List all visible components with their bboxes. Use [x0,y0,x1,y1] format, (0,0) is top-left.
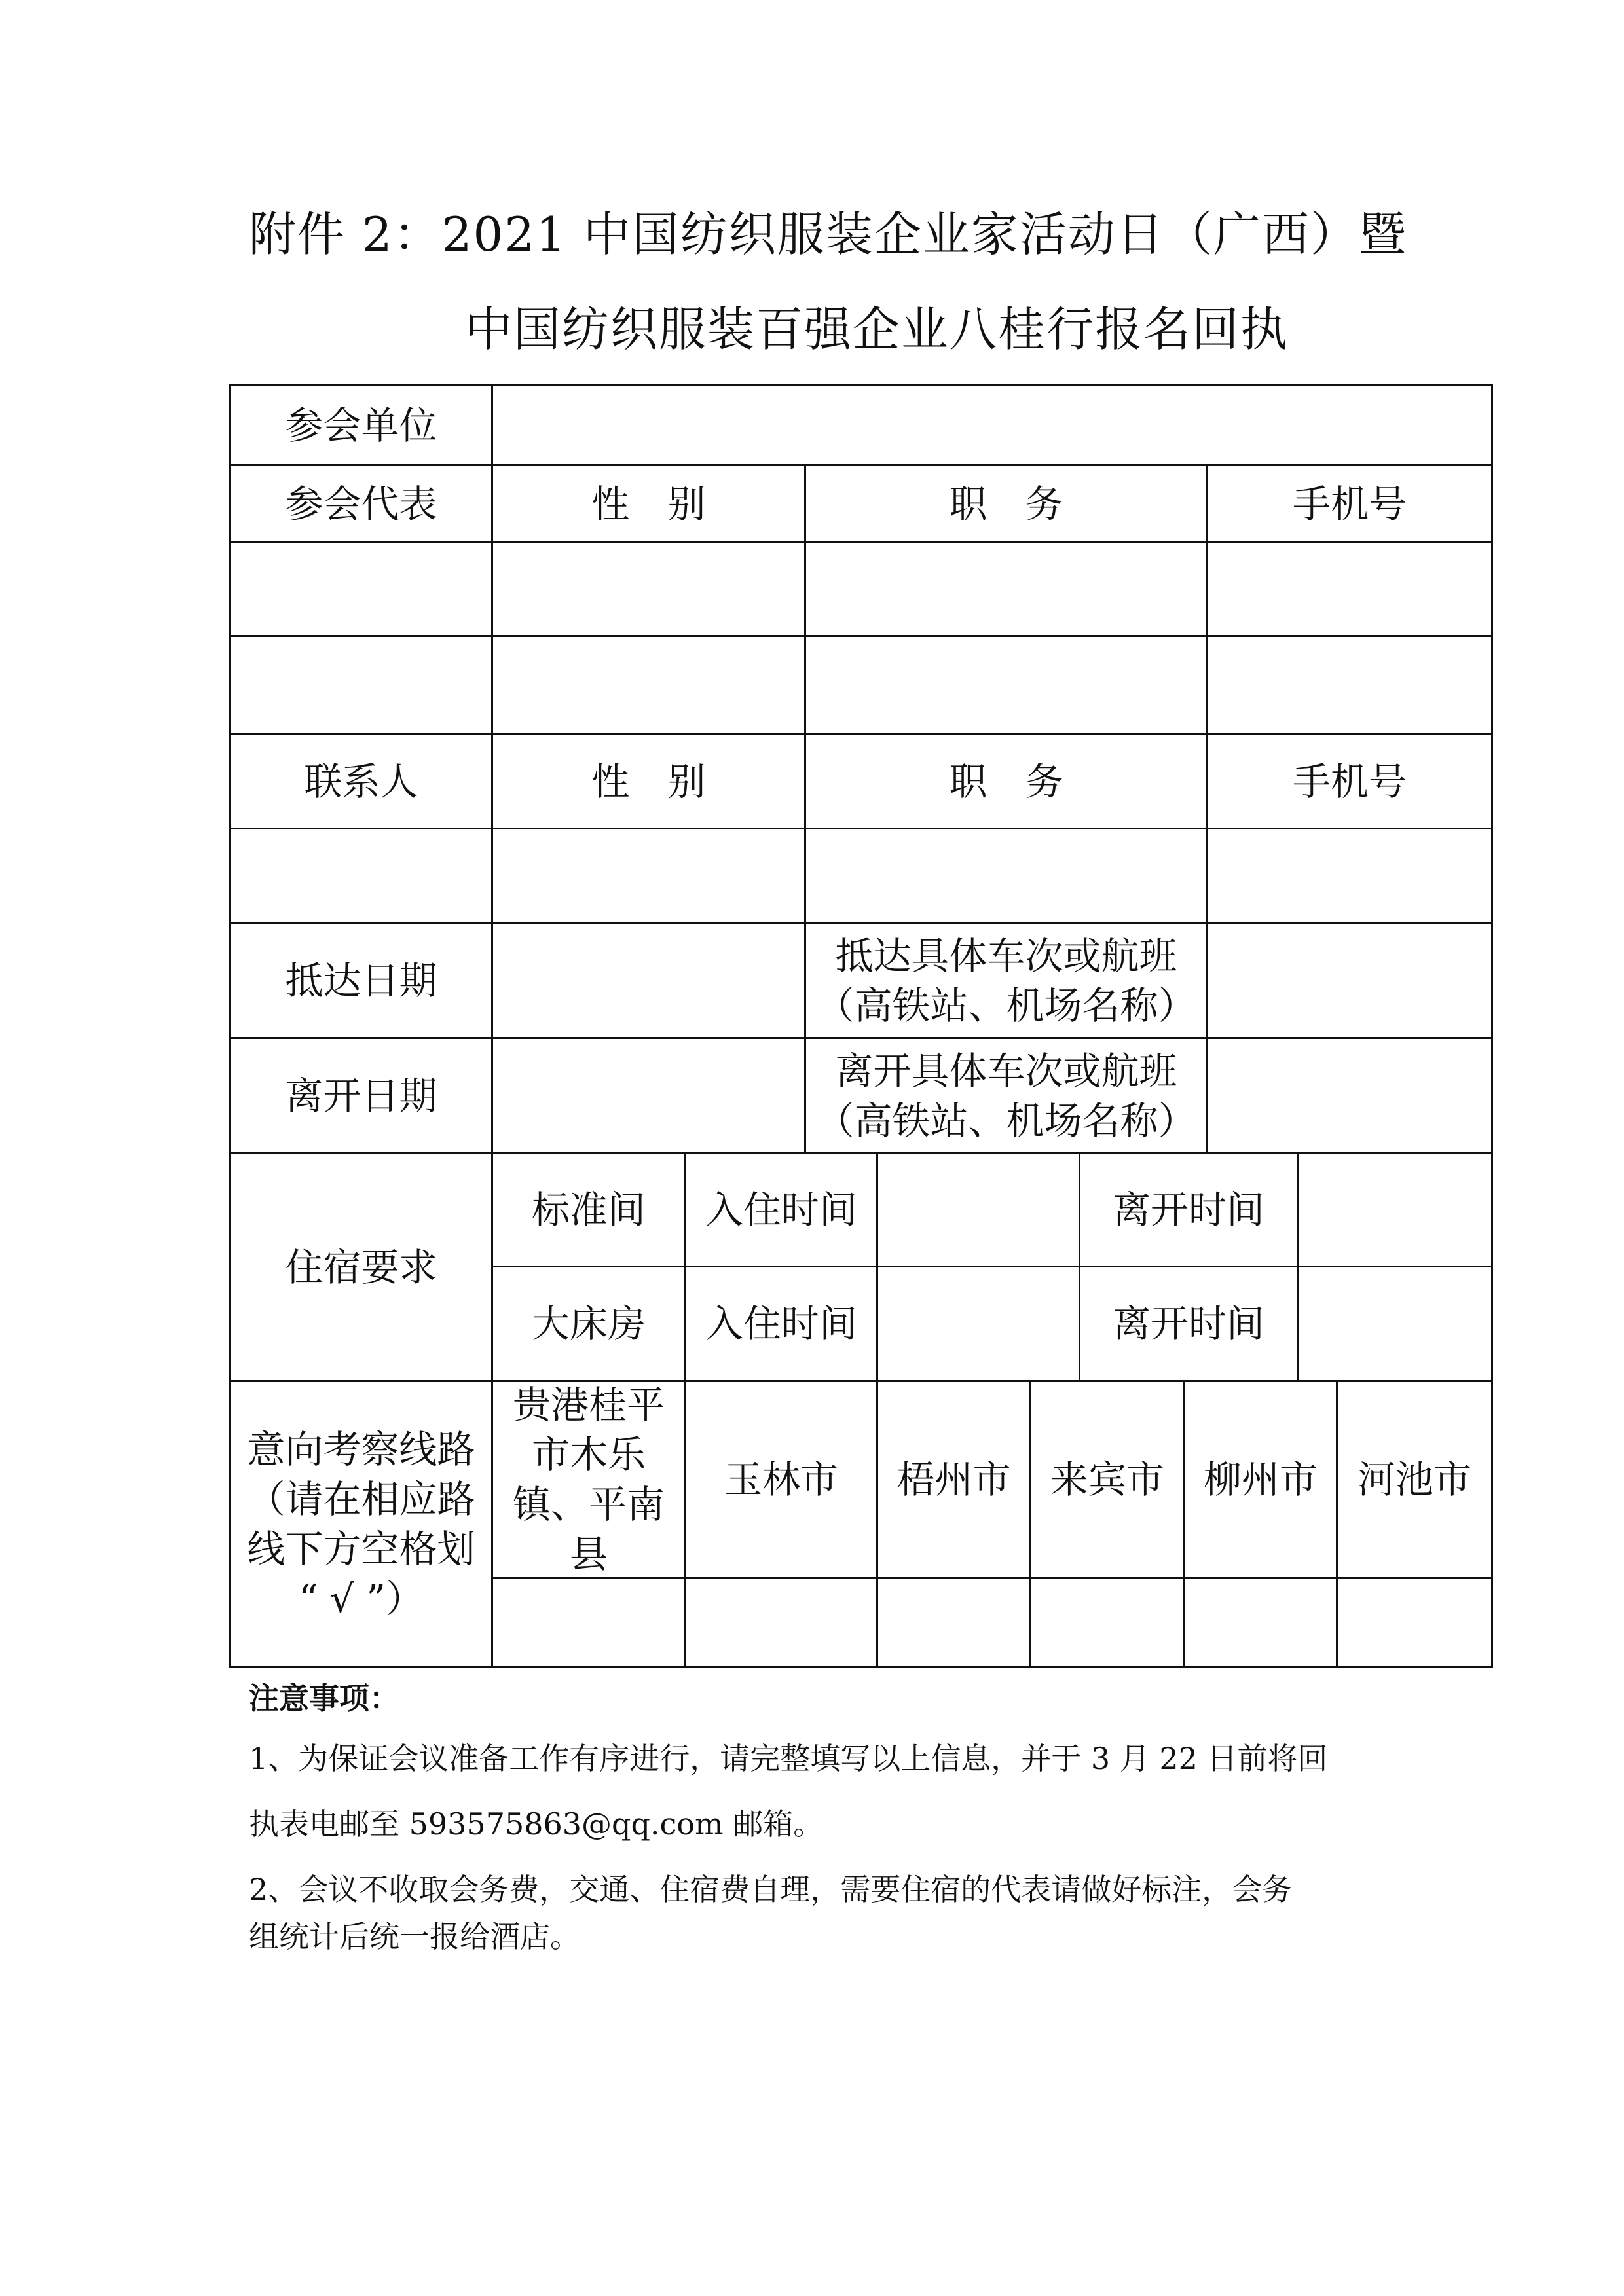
note-1-line-1: 1、为保证会议准备工作有序进行，请完整填写以上信息，并于 3 月 22 日前将回 [249,1741,1328,1776]
unit-input[interactable] [493,386,1491,464]
rep-2-phone-input[interactable] [1208,637,1491,733]
departure-date-label: 离开日期 [285,1073,437,1118]
king-checkout-label: 离开时间 [1112,1302,1264,1346]
route-label-line-4: “ √ ”） [298,1576,424,1621]
route-2-check-cell[interactable] [686,1579,876,1666]
unit-label: 参会单位 [285,403,437,448]
note-2-line-1: 2、会议不收取会务费，交通、住宿费自理，需要住宿的代表请做好标注，会务 [249,1872,1293,1907]
notes-heading: 注意事项： [249,1681,399,1716]
standard-checkout-label: 离开时间 [1112,1188,1264,1232]
route-label-line-2: （请在相应路 [247,1477,475,1522]
departure-info-line-1: 离开具体车次或航班 [835,1048,1177,1093]
rep-2-name-input[interactable] [231,637,491,733]
route-option-laibin: 来宾市 [1050,1457,1164,1502]
departure-info-line-2: （高铁站、机场名称） [816,1098,1196,1143]
standard-room-label: 标准间 [531,1188,646,1232]
contact-phone-input[interactable] [1208,829,1491,922]
route-1-line-1: 贵港桂平 [512,1383,665,1427]
arrival-date-label: 抵达日期 [285,958,437,1003]
contact-gender-input[interactable] [493,829,804,922]
route-option-wuzhou: 梧州市 [896,1457,1011,1502]
rep-1-gender-input[interactable] [493,543,804,635]
contact-gender-header: 性 别 [591,759,706,804]
contact-label: 联系人 [304,759,418,804]
king-checkin-input[interactable] [878,1267,1079,1380]
lodging-label: 住宿要求 [285,1245,437,1290]
route-option-yulin: 玉林市 [724,1457,838,1502]
departure-info-label [806,1039,1206,1152]
rep-position-header: 职 务 [949,481,1063,526]
rep-1-position-input[interactable] [806,543,1206,635]
route-1-check-cell[interactable] [493,1579,684,1666]
rep-phone-header: 手机号 [1292,481,1407,526]
king-room-label: 大床房 [531,1302,646,1346]
route-1-line-2: 市木乐 [531,1432,646,1477]
standard-checkin-input[interactable] [878,1154,1079,1266]
departure-info-input[interactable] [1208,1039,1491,1152]
standard-checkout-input[interactable] [1299,1154,1491,1266]
route-option-hechi: 河池市 [1357,1457,1471,1502]
note-2-line-2: 组统计后统一报给酒店。 [249,1919,580,1954]
arrival-info-label [806,924,1206,1037]
rep-2-gender-input[interactable] [493,637,804,733]
king-checkout-input[interactable] [1299,1267,1491,1380]
standard-checkin-label: 入住时间 [705,1188,857,1232]
contact-position-header: 职 务 [949,759,1063,804]
route-label-line-3: 线下方空格划 [247,1527,475,1571]
contact-phone-header: 手机号 [1292,759,1407,804]
rep-gender-header: 性 别 [591,481,706,526]
route-label [231,1382,491,1666]
route-option-guigang [493,1382,684,1577]
route-5-check-cell[interactable] [1185,1579,1336,1666]
route-label-line-1: 意向考察线路 [247,1427,475,1472]
title-line-2: 中国纺织服装百强企业八桂行报名回执 [465,302,1289,357]
route-option-liuzhou: 柳州市 [1203,1457,1318,1502]
route-6-check-cell[interactable] [1338,1579,1491,1666]
title-line-1: 附件 2：2021 中国纺织服装企业家活动日（广西）暨 [249,207,1407,262]
arrival-info-input[interactable] [1208,924,1491,1037]
arrival-date-input[interactable] [493,924,804,1037]
arrival-info-line-1: 抵达具体车次或航班 [835,933,1177,978]
rep-1-name-input[interactable] [231,543,491,635]
king-checkin-label: 入住时间 [705,1302,857,1346]
departure-date-input[interactable] [493,1039,804,1152]
route-3-check-cell[interactable] [878,1579,1029,1666]
contact-position-input[interactable] [806,829,1206,922]
note-1-line-2: 执表电邮至 593575863@qq.com 邮箱。 [249,1806,824,1842]
route-1-line-3: 镇、平南 [512,1482,665,1527]
contact-name-input[interactable] [231,829,491,922]
rep-1-phone-input[interactable] [1208,543,1491,635]
route-4-check-cell[interactable] [1031,1579,1183,1666]
arrival-info-line-2: （高铁站、机场名称） [816,983,1196,1028]
route-1-line-4: 县 [569,1532,608,1576]
representative-label: 参会代表 [285,481,437,526]
rep-2-position-input[interactable] [806,637,1206,733]
